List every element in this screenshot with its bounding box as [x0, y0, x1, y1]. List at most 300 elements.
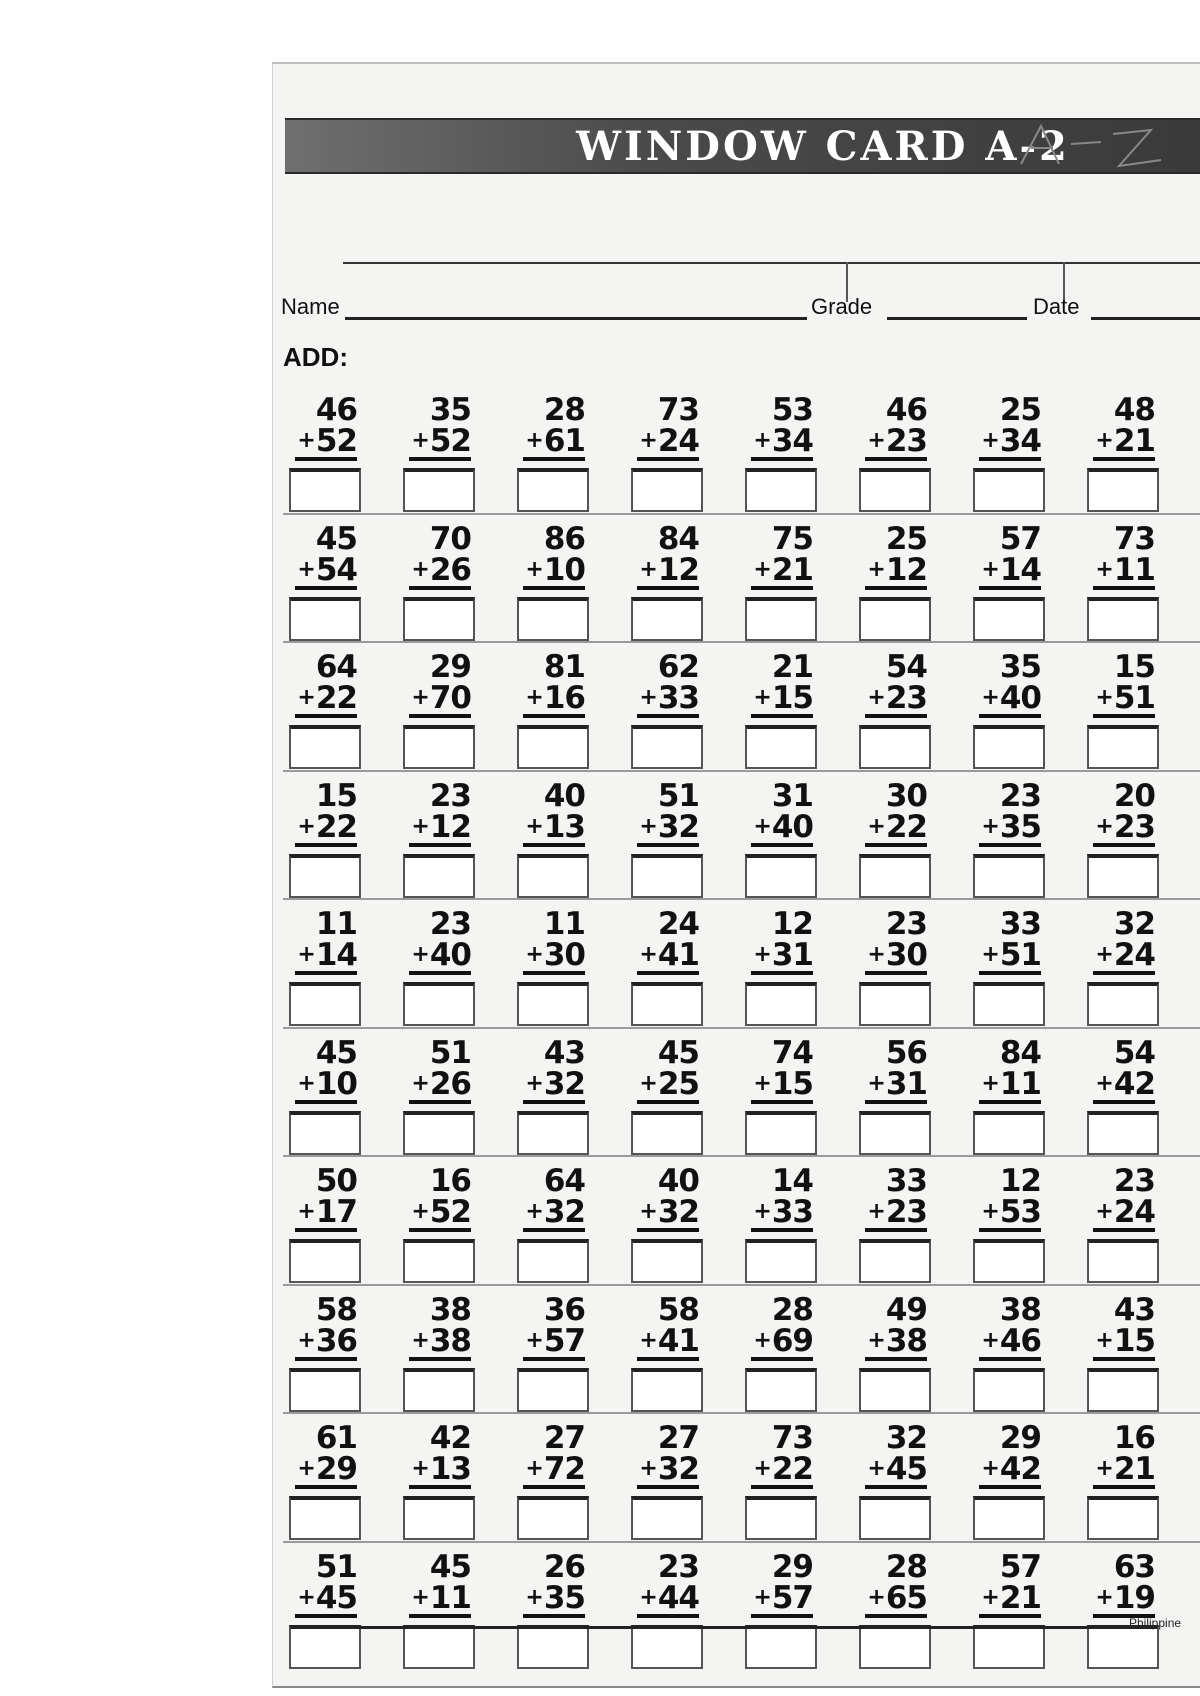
card-title: WINDOW CARD A-2	[576, 123, 1070, 170]
answer-window[interactable]	[517, 1239, 589, 1283]
addition-problem	[625, 1548, 711, 1661]
addend-top: 45	[429, 1548, 471, 1585]
addition-problem	[1081, 777, 1167, 890]
plus-sign-icon: +	[981, 685, 999, 710]
addition-problem	[397, 1548, 483, 1661]
addition-problem	[739, 1548, 825, 1661]
plus-sign-icon: +	[525, 813, 543, 839]
answer-window[interactable]	[631, 1625, 703, 1669]
plus-sign-icon: +	[297, 1456, 315, 1481]
date-field[interactable]	[1091, 317, 1200, 320]
addend-bottom	[979, 1453, 1041, 1489]
addend-bottom	[979, 425, 1041, 461]
addend-top: 12	[999, 1163, 1041, 1199]
answer-window[interactable]	[403, 725, 475, 769]
addend-bottom-value: 33	[771, 1194, 813, 1230]
addend-top: 73	[657, 392, 699, 428]
plus-sign-icon: +	[753, 556, 771, 582]
plus-sign-icon: +	[525, 556, 543, 582]
addend-bottom-value: 40	[999, 680, 1041, 716]
plus-sign-icon: +	[1095, 1584, 1113, 1610]
answer-window[interactable]	[859, 1111, 931, 1155]
addend-top: 28	[885, 1548, 927, 1585]
answer-window[interactable]	[745, 468, 817, 512]
addition-problem	[511, 1422, 597, 1532]
answer-window[interactable]	[289, 1496, 361, 1540]
plus-sign-icon: +	[411, 556, 429, 582]
answer-window[interactable]	[859, 854, 931, 898]
addition-problem	[625, 394, 711, 504]
answer-window[interactable]	[403, 1239, 475, 1283]
addend-bottom	[637, 939, 699, 975]
publisher-label: Philippine	[1129, 1616, 1182, 1630]
answer-window[interactable]	[403, 1111, 475, 1155]
addend-top: 21	[771, 649, 813, 685]
answer-window[interactable]	[289, 1239, 361, 1283]
plus-sign-icon: +	[867, 1199, 885, 1224]
answer-window[interactable]	[1087, 982, 1159, 1026]
answer-window[interactable]	[745, 1496, 817, 1540]
addend-bottom-value: 51	[999, 937, 1041, 973]
addend-top: 26	[543, 1548, 585, 1585]
addition-problem	[1081, 520, 1167, 633]
addition-problem	[397, 1291, 483, 1404]
addend-bottom	[409, 808, 471, 847]
answer-window[interactable]	[859, 725, 931, 769]
answer-window[interactable]	[517, 468, 589, 512]
addend-bottom	[409, 1322, 471, 1361]
plus-sign-icon: +	[981, 1070, 999, 1096]
addend-bottom	[1093, 808, 1155, 847]
addend-top: 42	[429, 1420, 471, 1456]
addend-bottom-value: 11	[999, 1065, 1041, 1102]
row-divider	[283, 1412, 1200, 1414]
addend-top: 11	[543, 906, 585, 942]
addition-problem	[283, 520, 369, 633]
header-rule	[343, 262, 1200, 264]
addend-bottom-value: 12	[429, 808, 471, 845]
answer-window[interactable]	[517, 597, 589, 641]
addend-top: 16	[1113, 1420, 1155, 1456]
plus-sign-icon: +	[867, 556, 885, 582]
addend-top: 70	[429, 520, 471, 557]
addend-top: 50	[315, 1163, 357, 1199]
addition-problem	[853, 1291, 939, 1404]
answer-window[interactable]	[403, 854, 475, 898]
addend-bottom	[865, 1579, 927, 1618]
addend-bottom	[523, 1579, 585, 1618]
addend-bottom-value: 32	[657, 808, 699, 845]
answer-window[interactable]	[517, 1368, 589, 1412]
addend-bottom-value: 34	[999, 423, 1041, 459]
answer-window[interactable]	[289, 1368, 361, 1412]
addend-top: 40	[543, 777, 585, 814]
addend-bottom-value: 54	[315, 551, 357, 588]
plus-sign-icon: +	[867, 1070, 885, 1096]
addend-bottom	[295, 1196, 357, 1232]
plus-sign-icon: +	[639, 813, 657, 839]
addend-bottom-value: 11	[1113, 551, 1155, 588]
addition-problem	[967, 520, 1053, 633]
plus-sign-icon: +	[639, 428, 657, 453]
addition-problem	[853, 651, 939, 761]
addend-bottom-value: 21	[1113, 423, 1155, 459]
plus-sign-icon: +	[1095, 813, 1113, 839]
addend-bottom-value: 24	[1113, 1194, 1155, 1230]
answer-window[interactable]	[631, 1111, 703, 1155]
plus-sign-icon: +	[981, 556, 999, 582]
answer-window[interactable]	[289, 982, 361, 1026]
addition-problem	[739, 651, 825, 761]
answer-window[interactable]	[973, 1368, 1045, 1412]
plus-sign-icon: +	[639, 1327, 657, 1353]
answer-window[interactable]	[745, 725, 817, 769]
addend-bottom-value: 35	[543, 1579, 585, 1616]
plus-sign-icon: +	[753, 1070, 771, 1096]
addend-bottom-value: 14	[315, 937, 357, 973]
addition-problem	[511, 908, 597, 1018]
plus-sign-icon: +	[639, 1584, 657, 1610]
addition-problem	[625, 777, 711, 890]
answer-window[interactable]	[289, 725, 361, 769]
answer-window[interactable]	[631, 1496, 703, 1540]
answer-window[interactable]	[631, 1368, 703, 1412]
addend-top: 27	[657, 1420, 699, 1456]
answer-window[interactable]	[631, 597, 703, 641]
addend-bottom-value: 36	[315, 1322, 357, 1359]
addition-problem	[853, 1548, 939, 1661]
addend-bottom	[409, 1065, 471, 1104]
footer-rule	[315, 1626, 1125, 1629]
answer-window[interactable]	[289, 1111, 361, 1155]
addend-bottom-value: 32	[657, 1451, 699, 1487]
addend-top: 15	[315, 777, 357, 814]
addend-top: 23	[999, 777, 1041, 814]
addition-problem	[853, 1034, 939, 1147]
plus-sign-icon: +	[525, 942, 543, 967]
addend-bottom	[751, 1579, 813, 1618]
plus-sign-icon: +	[297, 1070, 315, 1096]
date-label: Date	[1033, 294, 1080, 319]
title-bar	[285, 118, 1200, 174]
answer-window[interactable]	[973, 597, 1045, 641]
plus-sign-icon: +	[867, 1327, 885, 1353]
addend-top: 61	[315, 1420, 357, 1456]
addend-bottom	[409, 1453, 471, 1489]
plus-sign-icon: +	[1095, 685, 1113, 710]
answer-window[interactable]	[973, 1496, 1045, 1540]
answer-window[interactable]	[403, 1625, 475, 1669]
addend-top: 30	[885, 777, 927, 814]
addition-problem	[853, 394, 939, 504]
answer-window[interactable]	[289, 468, 361, 512]
addend-top: 15	[1113, 649, 1155, 685]
answer-window[interactable]	[1087, 1625, 1159, 1669]
answer-window[interactable]	[517, 725, 589, 769]
addend-bottom	[865, 1453, 927, 1489]
addend-top: 29	[429, 649, 471, 685]
addend-top: 33	[885, 1163, 927, 1199]
addend-bottom-value: 25	[657, 1065, 699, 1102]
plus-sign-icon: +	[525, 428, 543, 453]
addend-bottom	[865, 808, 927, 847]
plus-sign-icon: +	[867, 1584, 885, 1610]
addend-top: 57	[999, 520, 1041, 557]
plus-sign-icon: +	[297, 428, 315, 453]
addend-top: 12	[771, 906, 813, 942]
plus-sign-icon: +	[867, 942, 885, 967]
plus-sign-icon: +	[981, 1456, 999, 1481]
answer-window[interactable]	[973, 854, 1045, 898]
answer-window[interactable]	[403, 1368, 475, 1412]
addend-bottom	[523, 939, 585, 975]
answer-window[interactable]	[289, 597, 361, 641]
answer-window[interactable]	[1087, 725, 1159, 769]
addition-problem	[739, 777, 825, 890]
addend-bottom-value: 17	[315, 1194, 357, 1230]
plus-sign-icon: +	[411, 1584, 429, 1610]
addition-problem	[739, 394, 825, 504]
answer-window[interactable]	[745, 982, 817, 1026]
addition-problem	[739, 1165, 825, 1275]
addend-bottom-value: 22	[771, 1451, 813, 1487]
addition-problem	[625, 908, 711, 1018]
addend-bottom	[979, 939, 1041, 975]
answer-window[interactable]	[973, 982, 1045, 1026]
addend-bottom-value: 11	[429, 1579, 471, 1616]
addend-top: 23	[885, 906, 927, 942]
addend-bottom	[295, 1453, 357, 1489]
plus-sign-icon: +	[753, 813, 771, 839]
plus-sign-icon: +	[753, 1199, 771, 1224]
addend-bottom-value: 53	[999, 1194, 1041, 1230]
addition-problem	[511, 520, 597, 633]
plus-sign-icon: +	[1095, 556, 1113, 582]
answer-window[interactable]	[403, 468, 475, 512]
addend-bottom-value: 41	[657, 937, 699, 973]
plus-sign-icon: +	[867, 685, 885, 710]
plus-sign-icon: +	[297, 1199, 315, 1224]
answer-window[interactable]	[859, 1496, 931, 1540]
answer-window[interactable]	[859, 1625, 931, 1669]
addend-top: 54	[885, 649, 927, 685]
addend-bottom	[637, 1579, 699, 1618]
answer-window[interactable]	[517, 982, 589, 1026]
addend-top: 63	[1113, 1548, 1155, 1585]
addend-top: 45	[315, 520, 357, 557]
addend-top: 45	[657, 1034, 699, 1071]
addend-top: 35	[429, 392, 471, 428]
answer-window[interactable]	[1087, 854, 1159, 898]
addend-top: 28	[771, 1291, 813, 1328]
answer-window[interactable]	[1087, 597, 1159, 641]
plus-sign-icon: +	[753, 1584, 771, 1610]
addend-bottom	[295, 425, 357, 461]
addition-problem	[283, 394, 369, 504]
answer-window[interactable]	[859, 597, 931, 641]
addition-problem	[1081, 1165, 1167, 1275]
addition-problem	[853, 777, 939, 890]
addend-bottom-value: 38	[429, 1322, 471, 1359]
addend-bottom	[409, 1579, 471, 1618]
addition-problem	[967, 1291, 1053, 1404]
addition-problem	[511, 1165, 597, 1275]
addend-bottom-value: 33	[657, 680, 699, 716]
row-divider	[283, 770, 1200, 772]
addend-bottom	[979, 1065, 1041, 1104]
addend-bottom	[1093, 1453, 1155, 1489]
plus-sign-icon: +	[981, 813, 999, 839]
plus-sign-icon: +	[411, 1199, 429, 1224]
addition-problem	[739, 1034, 825, 1147]
answer-window[interactable]	[517, 1625, 589, 1669]
answer-window[interactable]	[973, 1239, 1045, 1283]
addition-problem	[283, 1548, 369, 1661]
addend-bottom-value: 57	[543, 1322, 585, 1359]
addition-problem	[625, 520, 711, 633]
addend-bottom-value: 51	[1113, 680, 1155, 716]
addend-top: 43	[1113, 1291, 1155, 1328]
answer-window[interactable]	[403, 1496, 475, 1540]
answer-window[interactable]	[517, 854, 589, 898]
answer-window[interactable]	[973, 468, 1045, 512]
addition-problem	[967, 394, 1053, 504]
addend-bottom-value: 21	[999, 1579, 1041, 1616]
plus-sign-icon: +	[525, 1456, 543, 1481]
addition-problem	[625, 1422, 711, 1532]
answer-window[interactable]	[517, 1496, 589, 1540]
answer-window[interactable]	[1087, 1239, 1159, 1283]
addend-top: 40	[657, 1163, 699, 1199]
answer-window[interactable]	[745, 597, 817, 641]
addition-problem	[397, 1165, 483, 1275]
plus-sign-icon: +	[639, 1199, 657, 1224]
addend-bottom	[637, 1322, 699, 1361]
addition-problem	[397, 394, 483, 504]
addend-top: 35	[999, 649, 1041, 685]
addend-bottom	[523, 1196, 585, 1232]
addend-bottom	[637, 1196, 699, 1232]
answer-window[interactable]	[1087, 1496, 1159, 1540]
plus-sign-icon: +	[411, 1456, 429, 1481]
answer-window[interactable]	[973, 1625, 1045, 1669]
addend-bottom	[1093, 1322, 1155, 1361]
addend-top: 36	[543, 1291, 585, 1328]
answer-window[interactable]	[859, 468, 931, 512]
answer-window[interactable]	[403, 597, 475, 641]
addend-bottom	[1093, 1579, 1155, 1618]
answer-window[interactable]	[631, 725, 703, 769]
answer-window[interactable]	[973, 725, 1045, 769]
addend-bottom	[1093, 1065, 1155, 1104]
name-label: Name	[281, 294, 340, 319]
answer-window[interactable]	[1087, 1111, 1159, 1155]
addition-problem	[283, 1165, 369, 1275]
plus-sign-icon: +	[411, 942, 429, 967]
addend-top: 25	[999, 392, 1041, 428]
answer-window[interactable]	[631, 854, 703, 898]
handwritten-mark-icon	[1001, 120, 1200, 172]
answer-window[interactable]	[745, 1239, 817, 1283]
answer-window[interactable]	[859, 982, 931, 1026]
addend-bottom	[751, 1196, 813, 1232]
answer-window[interactable]	[859, 1368, 931, 1412]
answer-window[interactable]	[745, 854, 817, 898]
addend-bottom-value: 69	[771, 1322, 813, 1359]
plus-sign-icon: +	[411, 685, 429, 710]
addend-bottom	[295, 1065, 357, 1104]
row-divider	[283, 1541, 1200, 1543]
addend-bottom	[979, 808, 1041, 847]
addend-bottom-value: 42	[1113, 1065, 1155, 1102]
addition-problem	[1081, 1422, 1167, 1532]
plus-sign-icon: +	[1095, 1070, 1113, 1096]
grade-field[interactable]	[887, 317, 1027, 320]
addend-bottom-value: 52	[429, 423, 471, 459]
answer-window[interactable]	[631, 1239, 703, 1283]
addend-bottom-value: 23	[1113, 808, 1155, 845]
answer-window[interactable]	[289, 854, 361, 898]
addend-bottom	[409, 682, 471, 718]
addend-top: 86	[543, 520, 585, 557]
addend-bottom-value: 22	[315, 808, 357, 845]
plus-sign-icon: +	[1095, 428, 1113, 453]
answer-window[interactable]	[631, 982, 703, 1026]
answer-window[interactable]	[859, 1239, 931, 1283]
answer-window[interactable]	[403, 982, 475, 1026]
addend-top: 46	[315, 392, 357, 428]
plus-sign-icon: +	[297, 556, 315, 582]
answer-window[interactable]	[1087, 1368, 1159, 1412]
addend-top: 33	[999, 906, 1041, 942]
answer-window[interactable]	[289, 1625, 361, 1669]
addend-bottom-value: 65	[885, 1579, 927, 1616]
addend-bottom	[865, 1065, 927, 1104]
addend-bottom	[1093, 1196, 1155, 1232]
addend-bottom	[409, 1196, 471, 1232]
addition-problem	[397, 908, 483, 1018]
addend-bottom	[865, 1322, 927, 1361]
addend-bottom	[1093, 425, 1155, 461]
addend-bottom-value: 52	[429, 1194, 471, 1230]
addend-bottom-value: 24	[1113, 937, 1155, 973]
addition-problem	[1081, 1034, 1167, 1147]
addend-bottom-value: 13	[543, 808, 585, 845]
plus-sign-icon: +	[411, 1327, 429, 1353]
addend-top: 64	[315, 649, 357, 685]
answer-window[interactable]	[517, 1111, 589, 1155]
addend-bottom	[409, 551, 471, 590]
addend-bottom-value: 42	[999, 1451, 1041, 1487]
name-field[interactable]	[345, 317, 807, 320]
grade-label: Grade	[811, 294, 873, 319]
addend-bottom-value: 21	[1113, 1451, 1155, 1487]
addition-problem	[739, 1422, 825, 1532]
addend-bottom	[865, 1196, 927, 1232]
addend-bottom-value: 70	[429, 680, 471, 716]
answer-window[interactable]	[631, 468, 703, 512]
answer-window[interactable]	[745, 1625, 817, 1669]
plus-sign-icon: +	[753, 428, 771, 453]
addend-bottom-value: 26	[429, 1065, 471, 1102]
answer-window[interactable]	[745, 1368, 817, 1412]
answer-window[interactable]	[1087, 468, 1159, 512]
addition-problem	[967, 777, 1053, 890]
answer-window[interactable]	[745, 1111, 817, 1155]
row-divider	[283, 1155, 1200, 1157]
answer-window[interactable]	[973, 1111, 1045, 1155]
addition-problem	[397, 520, 483, 633]
